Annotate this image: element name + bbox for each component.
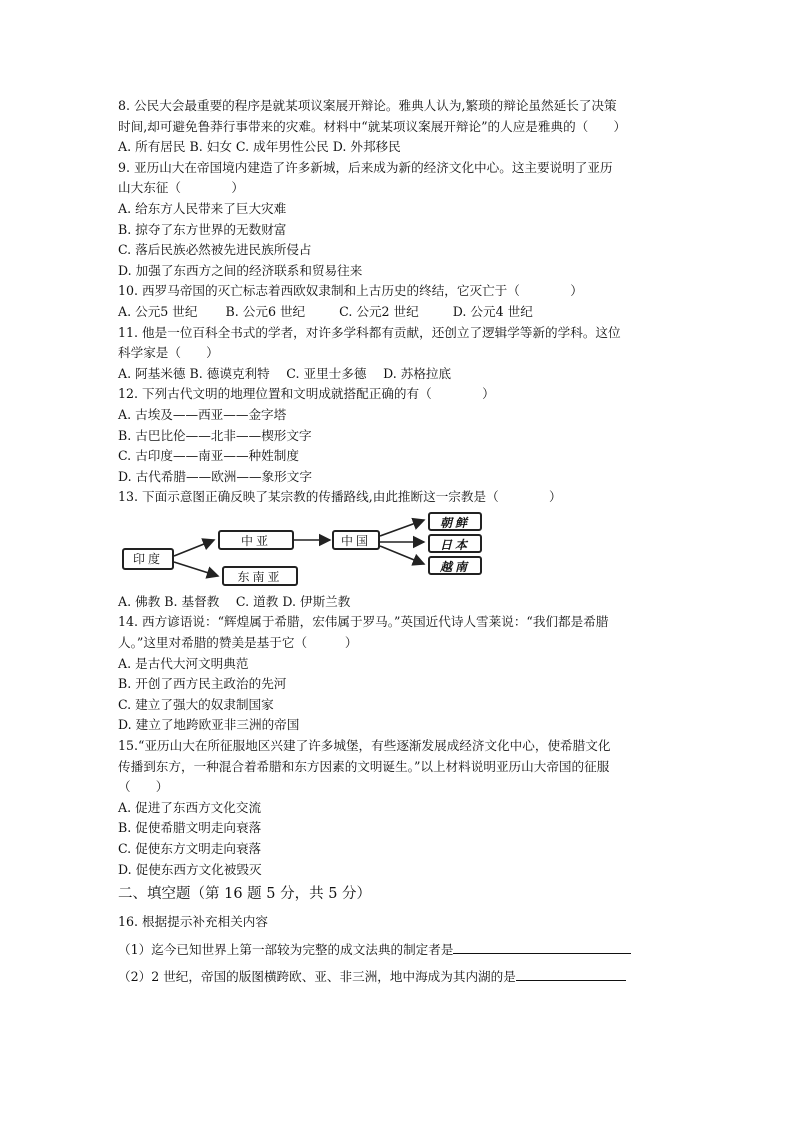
arrow-india-central-asia [174, 540, 214, 556]
q16-item2 [118, 966, 678, 988]
q15-option-c: C. 促使东方文明走向衰落 [118, 841, 262, 856]
q12-option-b: B. 古巴比伦——北非——楔形文字 [118, 427, 312, 443]
q10-option-b: B. 公元6 世纪 [225, 303, 306, 319]
q9-line2: 山大东征（ ） [118, 180, 244, 196]
q9-option-c: C. 落后民族必然被先进民族所侵占 [118, 242, 312, 258]
q13-line1: 13. 下面示意图正确反映了某宗教的传播路线,由此推断这一宗教是（ ） [118, 489, 562, 505]
q9-option-a: A. 给东方人民带来了巨大灾难 [118, 200, 287, 216]
q11-line1: 11. 他是一位百科全书式的学者，对许多学科都有贡献，还创立了逻辑学等新的学科。这位 [118, 324, 621, 340]
q14-option-c: C. 建立了强大的奴隶制国家 [118, 696, 274, 712]
node-china: 中国 [332, 530, 380, 550]
section-fill-blank-title: 二、填空题（第 16 题 5 分，共 5 分） [118, 886, 372, 903]
q9-line1: 9. 亚历山大在帝国境内建造了许多新城，后来成为新的经济文化中心。这主要说明了亚历 [118, 159, 613, 175]
q13-options: A. 佛教 B. 基督教 C. 道教 D. 伊斯兰教 [118, 593, 351, 609]
node-vietnam: 越南 [428, 556, 482, 575]
q15-option-a: A. 促进了东西方文化交流 [118, 799, 262, 815]
q9-option-b: B. 掠夺了东方世界的无数财富 [118, 221, 287, 237]
q15-option-d: D. 促使东西方文化被毁灭 [118, 861, 262, 877]
node-central-asia: 中亚 [218, 530, 294, 550]
q16-item2-blank[interactable] [516, 966, 626, 981]
q12-option-c: C. 古印度——南亚——种姓制度 [118, 448, 299, 464]
arrow-china-korea [380, 520, 424, 536]
q14-option-a: A. 是古代大河文明典范 [118, 655, 249, 671]
religion-spread-diagram [118, 512, 678, 588]
node-southeast-asia: 东南亚 [222, 566, 298, 586]
q16-item1 [118, 939, 678, 961]
q14-option-b: B. 开创了西方民主政治的先河 [118, 676, 287, 692]
q16-item1-blank[interactable] [453, 939, 631, 954]
q10-options [118, 302, 678, 323]
q8-line1: 8. 公民大会最重要的程序是就某项议案展开辩论。雅典人认为,繁琐的辩论虽然延长了决策 [118, 98, 617, 113]
q14-line1: 14. 西方谚语说：“辉煌属于希腊，宏伟属于罗马。”英国近代诗人雪莱说：“我们都是希腊 [118, 614, 609, 630]
q10-option-a: A. 公元5 世纪 [118, 303, 198, 319]
q11-options: A. 阿基米德 B. 德谟克利特 C. 亚里士多德 D. 苏格拉底 [118, 365, 452, 381]
q15-option-b: B. 促使希腊文明走向衰落 [118, 820, 262, 836]
node-japan: 日本 [428, 534, 482, 553]
q12-line1: 12. 下列古代文明的地理位置和文明成就搭配正确的有（ ） [118, 386, 495, 402]
q15-line1: 15.“亚历山大在所征服地区兴建了许多城堡，有些逐渐发展成经济文化中心，使希腊文化 [118, 738, 611, 754]
q16-item1-text: （1）迄今已知世界上第一部较为完整的成文法典的制定者是 [118, 941, 454, 957]
q16-line1: 16. 根据提示补充相关内容 [118, 914, 268, 930]
exam-page [118, 96, 678, 988]
q9-option-d: D. 加强了东西方之间的经济联系和贸易往来 [118, 262, 363, 278]
arrow-china-vietnam [380, 546, 424, 564]
q14-line2: 人。”这里对希腊的赞美是基于它（ ） [118, 635, 358, 651]
q15-line3: （ ） [118, 779, 169, 795]
q8-line2: 时间,却可避免鲁莽行事带来的灾难。材料中“就某项议案展开辩论”的人应是雅典的（ ） [118, 118, 627, 134]
node-korea: 朝鲜 [428, 512, 482, 531]
q12-option-d: D. 古代希腊——欧洲——象形文字 [118, 468, 312, 484]
q16-item2-text: （2）2 世纪，帝国的版图横跨欧、亚、非三洲，地中海成为其内湖的是 [118, 969, 516, 985]
q11-line2: 科学家是（ ） [118, 345, 219, 361]
q12-option-a: A. 古埃及——西亚——金字塔 [118, 406, 287, 422]
q14-option-d: D. 建立了地跨欧亚非三洲的帝国 [118, 717, 300, 733]
q15-line2: 传播到东方，一种混合着希腊和东方因素的文明诞生。”以上材料说明亚历山大帝国的征服 [118, 758, 610, 774]
q10-option-d: D. 公元4 世纪 [452, 303, 533, 319]
q10-line1: 10. 西罗马帝国的灭亡标志着西欧奴隶制和上古历史的终结，它灭亡于（ ） [118, 283, 583, 299]
node-india: 印度 [122, 548, 174, 570]
q10-option-c: C. 公元2 世纪 [339, 303, 419, 319]
q8-options: A. 所有居民 B. 妇女 C. 成年男性公民 D. 外邦移民 [118, 139, 401, 155]
arrow-india-southeast-asia [174, 562, 218, 576]
